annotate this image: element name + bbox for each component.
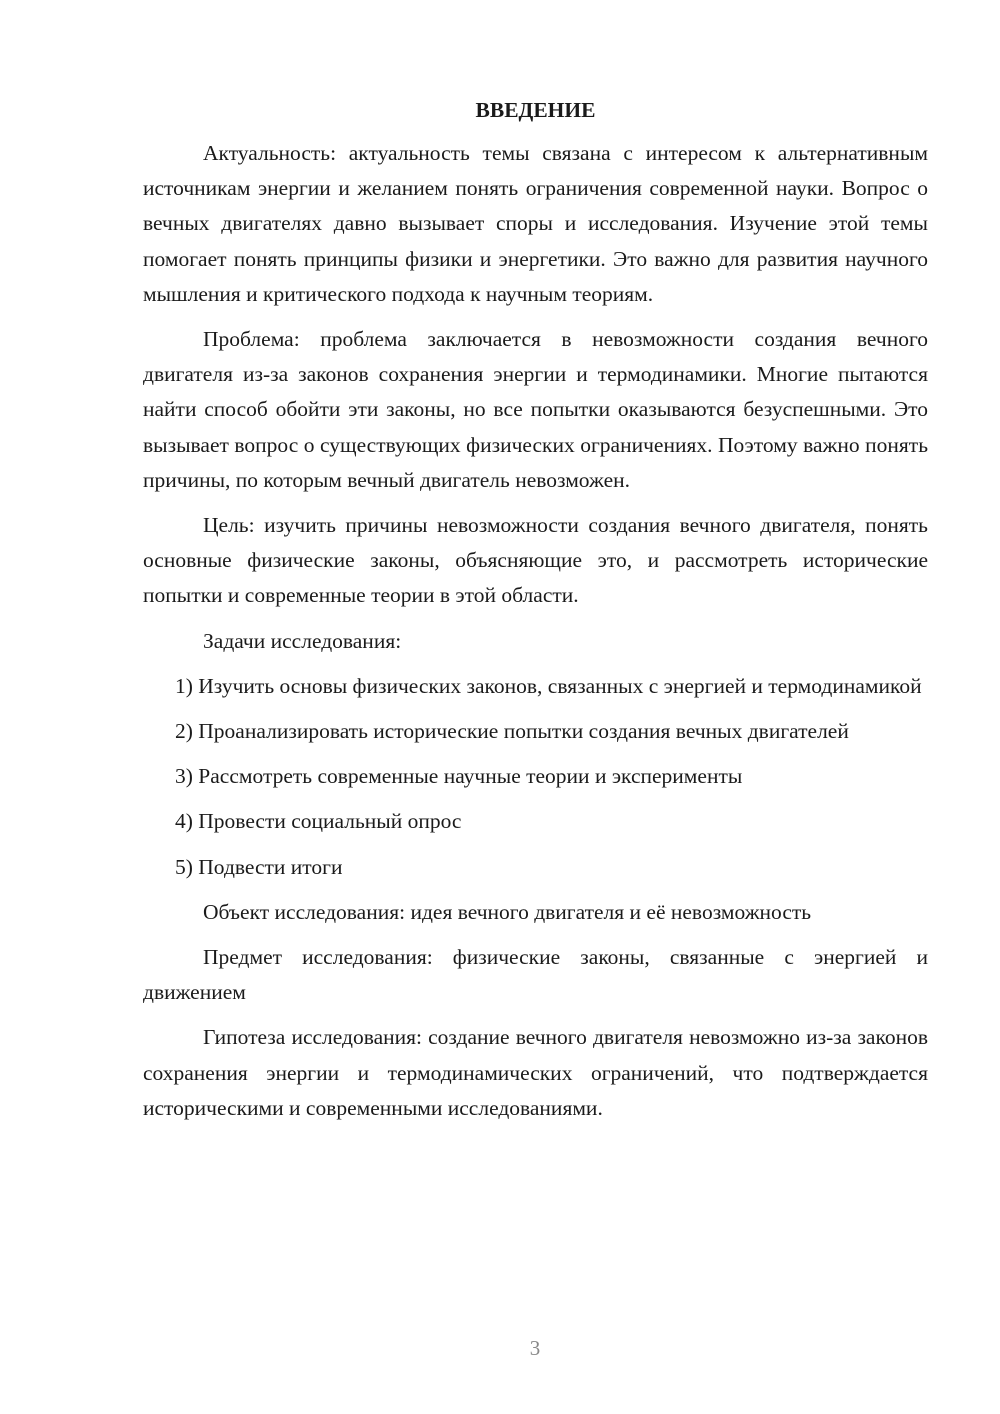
task-item-3: 3) Рассмотреть современные научные теории и эксперименты [175, 764, 743, 789]
page-number: 3 [529, 1336, 541, 1360]
problem-paragraph: Проблема: проблема заключается в невозможности создания вечного двигателя из-за законов сохранения энергии и термодинамики. Многие пытаются найти способ обойти эти законы, но все попытки оказываются безуспешными. Это вызывает вопрос о существующих физических ограничениях. Поэтому важно понять причины, по которым вечный двигатель невозможен. [143, 327, 928, 492]
goal-paragraph: Цель: изучить причины невозможности создания вечного двигателя, понять основные физические законы, объясняющие это, и рассмотреть исторические попытки и современные теории в этой области. [143, 513, 928, 608]
task-item-5: 5) Подвести итоги [175, 854, 343, 879]
tasks-heading: Задачи исследования: [203, 628, 402, 653]
hypothesis-paragraph: Гипотеза исследования: создание вечного двигателя невозможно из-за законов сохранения энергии и термодинамических ограничений, что подтверждается историческими и современными исследованиями. [143, 1025, 928, 1120]
page-title: ВВЕДЕНИЕ [475, 98, 596, 122]
task-item-4: 4) Провести социальный опрос [175, 809, 462, 834]
document-page [143, 94, 928, 1136]
research-subject-paragraph: Предмет исследования: физические законы, связанные с энергией и движением [143, 945, 928, 1005]
task-item-2: 2) Проанализировать исторические попытки создания вечных двигателей [175, 719, 849, 744]
task-item-1: 1) Изучить основы физических законов, связанных с энергией и термодинамикой [175, 673, 922, 698]
research-object-paragraph: Объект исследования: идея вечного двигателя и её невозможность [203, 899, 812, 924]
relevance-paragraph: Актуальность: актуальность темы связана с интересом к альтернативным источникам энергии и желанием понять ограничения современной науки. Вопрос о вечных двигателях давно вызывает споры и исследования. Изучение этой темы помогает понять принципы физики и энергетики. Это важно для развития научного мышления и критического подхода к научным теориям. [143, 141, 928, 306]
